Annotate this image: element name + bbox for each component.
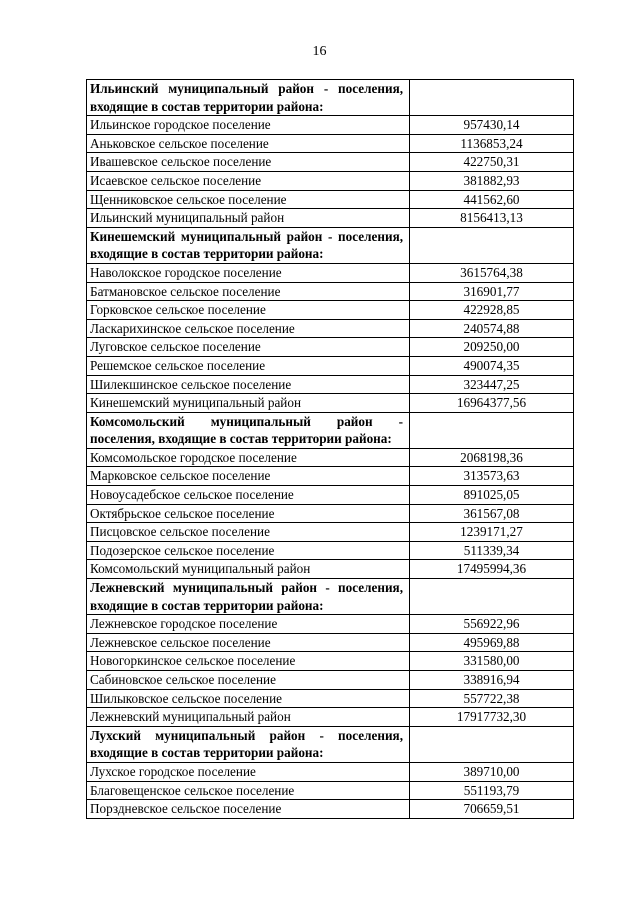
table-row [87, 116, 574, 135]
table-row [87, 671, 574, 690]
table-row [87, 338, 574, 357]
table-row [87, 282, 574, 301]
table-row [87, 448, 574, 467]
settlement-name: Батмановское сельское поселение [87, 282, 410, 301]
settlement-name: Лежневское сельское поселение [87, 633, 410, 652]
table-row [87, 800, 574, 819]
settlement-value: 441562,60 [410, 190, 574, 209]
table-row [87, 171, 574, 190]
settlement-name: Ильинский муниципальный район [87, 209, 410, 228]
table-row [87, 615, 574, 634]
table-row [87, 356, 574, 375]
settlement-name: Горковское сельское поселение [87, 301, 410, 320]
district-header-row [87, 579, 574, 615]
settlement-name: Лежневское городское поселение [87, 615, 410, 634]
settlement-name: Октябрьское сельское поселение [87, 504, 410, 523]
table-row [87, 134, 574, 153]
settlements-table [86, 79, 574, 819]
table-row [87, 523, 574, 542]
settlement-value: 957430,14 [410, 116, 574, 135]
district-header-row [87, 80, 574, 116]
table-row [87, 486, 574, 505]
table-row [87, 190, 574, 209]
settlement-name: Ласкарихинское сельское поселение [87, 319, 410, 338]
settlement-value: 422928,85 [410, 301, 574, 320]
settlement-name: Кинешемский муниципальный район [87, 394, 410, 413]
settlement-value: 490074,35 [410, 356, 574, 375]
settlement-name: Писцовское сельское поселение [87, 523, 410, 542]
district-header: Лежневский муниципальный район - поселения, входящие в состав территории района: [87, 579, 410, 615]
settlement-name: Аньковское сельское поселение [87, 134, 410, 153]
settlement-value: 381882,93 [410, 171, 574, 190]
table-body [87, 80, 574, 819]
settlement-value: 361567,08 [410, 504, 574, 523]
settlement-name: Комсомольский муниципальный район [87, 560, 410, 579]
table-row [87, 560, 574, 579]
settlement-name: Порздневское сельское поселение [87, 800, 410, 819]
settlement-value: 240574,88 [410, 319, 574, 338]
district-header-value-cell [410, 412, 574, 448]
district-header-row [87, 726, 574, 762]
settlement-name: Шилекшинское сельское поселение [87, 375, 410, 394]
settlement-value: 495969,88 [410, 633, 574, 652]
settlement-value: 316901,77 [410, 282, 574, 301]
settlement-value: 556922,96 [410, 615, 574, 634]
table-row [87, 263, 574, 282]
settlement-value: 891025,05 [410, 486, 574, 505]
settlement-value: 323447,25 [410, 375, 574, 394]
settlement-name: Исаевское сельское поселение [87, 171, 410, 190]
settlement-value: 389710,00 [410, 762, 574, 781]
settlement-value: 1239171,27 [410, 523, 574, 542]
table-row [87, 153, 574, 172]
settlement-name: Решемское сельское поселение [87, 356, 410, 375]
settlement-name: Новогоркинское сельское поселение [87, 652, 410, 671]
settlement-name: Лежневский муниципальный район [87, 708, 410, 727]
table-row [87, 504, 574, 523]
settlement-name: Наволокское городское поселение [87, 263, 410, 282]
table-row [87, 781, 574, 800]
settlement-name: Щенниковское сельское поселение [87, 190, 410, 209]
district-header-value-cell [410, 726, 574, 762]
table-row [87, 375, 574, 394]
settlement-name: Новоусадебское сельское поселение [87, 486, 410, 505]
settlement-value: 551193,79 [410, 781, 574, 800]
table-row [87, 394, 574, 413]
settlement-value: 313573,63 [410, 467, 574, 486]
settlement-value: 2068198,36 [410, 448, 574, 467]
district-header-row [87, 227, 574, 263]
table-row [87, 652, 574, 671]
table-row [87, 541, 574, 560]
settlement-value: 17495994,36 [410, 560, 574, 579]
settlement-value: 1136853,24 [410, 134, 574, 153]
page-number: 16 [312, 44, 327, 59]
table-row [87, 689, 574, 708]
settlement-name: Ильинское городское поселение [87, 116, 410, 135]
district-header-value-cell [410, 579, 574, 615]
settlement-name: Подозерское сельское поселение [87, 541, 410, 560]
settlement-value: 16964377,56 [410, 394, 574, 413]
settlement-value: 706659,51 [410, 800, 574, 819]
table-row [87, 762, 574, 781]
table-row [87, 209, 574, 228]
table-row [87, 467, 574, 486]
settlement-value: 422750,31 [410, 153, 574, 172]
settlement-value: 511339,34 [410, 541, 574, 560]
settlement-value: 331580,00 [410, 652, 574, 671]
settlement-name: Лухское городское поселение [87, 762, 410, 781]
table-row [87, 708, 574, 727]
settlement-value: 209250,00 [410, 338, 574, 357]
district-header-value-cell [410, 80, 574, 116]
settlement-value: 338916,94 [410, 671, 574, 690]
table-row [87, 633, 574, 652]
settlement-value: 8156413,13 [410, 209, 574, 228]
settlement-name: Ивашевское сельское поселение [87, 153, 410, 172]
table-row [87, 319, 574, 338]
table-row [87, 301, 574, 320]
settlement-name: Луговское сельское поселение [87, 338, 410, 357]
settlement-value: 557722,38 [410, 689, 574, 708]
district-header: Лухский муниципальный район - поселения, входящие в состав территории района: [87, 726, 410, 762]
district-header: Кинешемский муниципальный район - поселения, входящие в состав территории района: [87, 227, 410, 263]
settlement-value: 3615764,38 [410, 263, 574, 282]
settlement-name: Благовещенское сельское поселение [87, 781, 410, 800]
settlement-value: 17917732,30 [410, 708, 574, 727]
settlement-name: Сабиновское сельское поселение [87, 671, 410, 690]
district-header-value-cell [410, 227, 574, 263]
district-header: Ильинский муниципальный район - поселения, входящие в состав территории района: [87, 80, 410, 116]
district-header: Комсомольский муниципальный район - поселения, входящие в состав территории района: [87, 412, 410, 448]
settlement-name: Комсомольское городское поселение [87, 448, 410, 467]
settlement-name: Шилыковское сельское поселение [87, 689, 410, 708]
settlement-name: Марковское сельское поселение [87, 467, 410, 486]
district-header-row [87, 412, 574, 448]
